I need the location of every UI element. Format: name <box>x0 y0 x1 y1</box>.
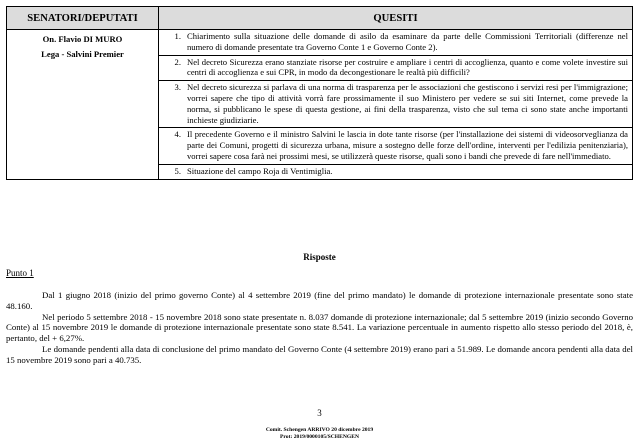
question-number: 1. <box>159 30 187 55</box>
questions-table <box>6 6 633 180</box>
author-party: Lega - Salvini Premier <box>41 49 124 59</box>
question-item <box>159 30 632 55</box>
question-item <box>159 81 632 128</box>
question-text: Il precedente Governo e il ministro Salvini le lascia in dote tante risorse (per l'installazione dei sistemi di videosorveglianza da parte dei Comuni, progetti di sicurezza urbana, misure a sostegno delle forze dell'ordine, interventi per l'edilizia penitenziaria), vorrei sapere cosa farà nei prossimi mesi, se utilizzerà queste risorse, quali sono i bandi che prevede di fare nell'immediato. <box>187 128 632 164</box>
header-senatori-deputati: SENATORI/DEPUTATI <box>7 7 159 30</box>
question-text: Situazione del campo Roja di Ventimiglia. <box>187 165 333 176</box>
answer-paragraph: Le domande pendenti alla data di conclusione del primo mandato del Governo Conte (4 settembre 2019) erano pari a 51.989. Le domande ancora pendenti alla data del 15 novembre 2019 sono pari a 40.735. <box>6 343 633 365</box>
answers-title: Risposte <box>303 252 336 262</box>
question-number: 2. <box>159 55 187 81</box>
question-item <box>159 55 632 81</box>
footer-arrival-line: Comit. Schengen ARRIVO 20 dicembre 2019 <box>265 427 374 433</box>
question-text: Nel decreto Sicurezza erano stanziate risorse per costruire e ampliare i centri di accoglienza, quanto e come volete investire sui centri di accoglienza e sui CPR, in modo da decongestionare le realtà più difficili? <box>187 55 632 81</box>
question-item <box>159 164 632 178</box>
question-number: 5. <box>174 165 181 176</box>
questions-cell <box>159 30 633 180</box>
author-cell <box>7 30 159 180</box>
question-text: Chiarimento sulla situazione delle domande di asilo da esaminare da parte delle Commissioni Territoriali (differenze nel numero di domande presentate tra Governo Conte 1 e Governo Conte 2). <box>187 30 632 55</box>
question-number: 4. <box>159 128 187 164</box>
question-item <box>159 128 632 164</box>
question-number: 3. <box>159 81 187 128</box>
protocol-footer <box>0 427 639 440</box>
author-name: On. Flavio DI MURO <box>42 34 123 44</box>
questions-list <box>159 30 632 179</box>
punto-heading: Punto 1 <box>6 268 34 278</box>
answer-paragraph: Dal 1 giugno 2018 (inizio del primo governo Conte) al 4 settembre 2019 (fine del primo mandato) le domande di protezione internazionale presentate sono state 48.160. <box>6 290 633 311</box>
footer-protocol-line: Prot: 2019/0000105/SCHENGEN <box>280 433 359 440</box>
page-number: 3 <box>317 408 322 418</box>
question-text: Nel decreto sicurezza si parlava di una norma di trasparenza per le associazioni che gestiscono i servizi resi per l'immigrazione; vorrei sapere che tipo di attività vorrà fare prossimamente il suo Ministero per vedere se sui siti Internet, come prevede la norma, si pubblicano le spese di questa gestione, ai fini della trasparenza, visto che sul tema ci sono state anche importanti inchieste giudiziarie. <box>187 81 632 128</box>
header-quesiti: QUESITI <box>159 7 633 30</box>
answer-body <box>6 290 633 366</box>
answer-paragraph: Nel periodo 5 settembre 2018 - 15 novembre 2018 sono state presentate n. 8.037 domande di protezione internazionale; dal 5 settembre 2019 (inizio secondo Governo Conte) al 15 novembre 2019 le domande di protezione internazionale presentate sono state 8.541. La variazione percentuale in aumento rispetto allo stesso periodo del 2018, è, pertanto, del + 6,27%. <box>6 311 633 344</box>
